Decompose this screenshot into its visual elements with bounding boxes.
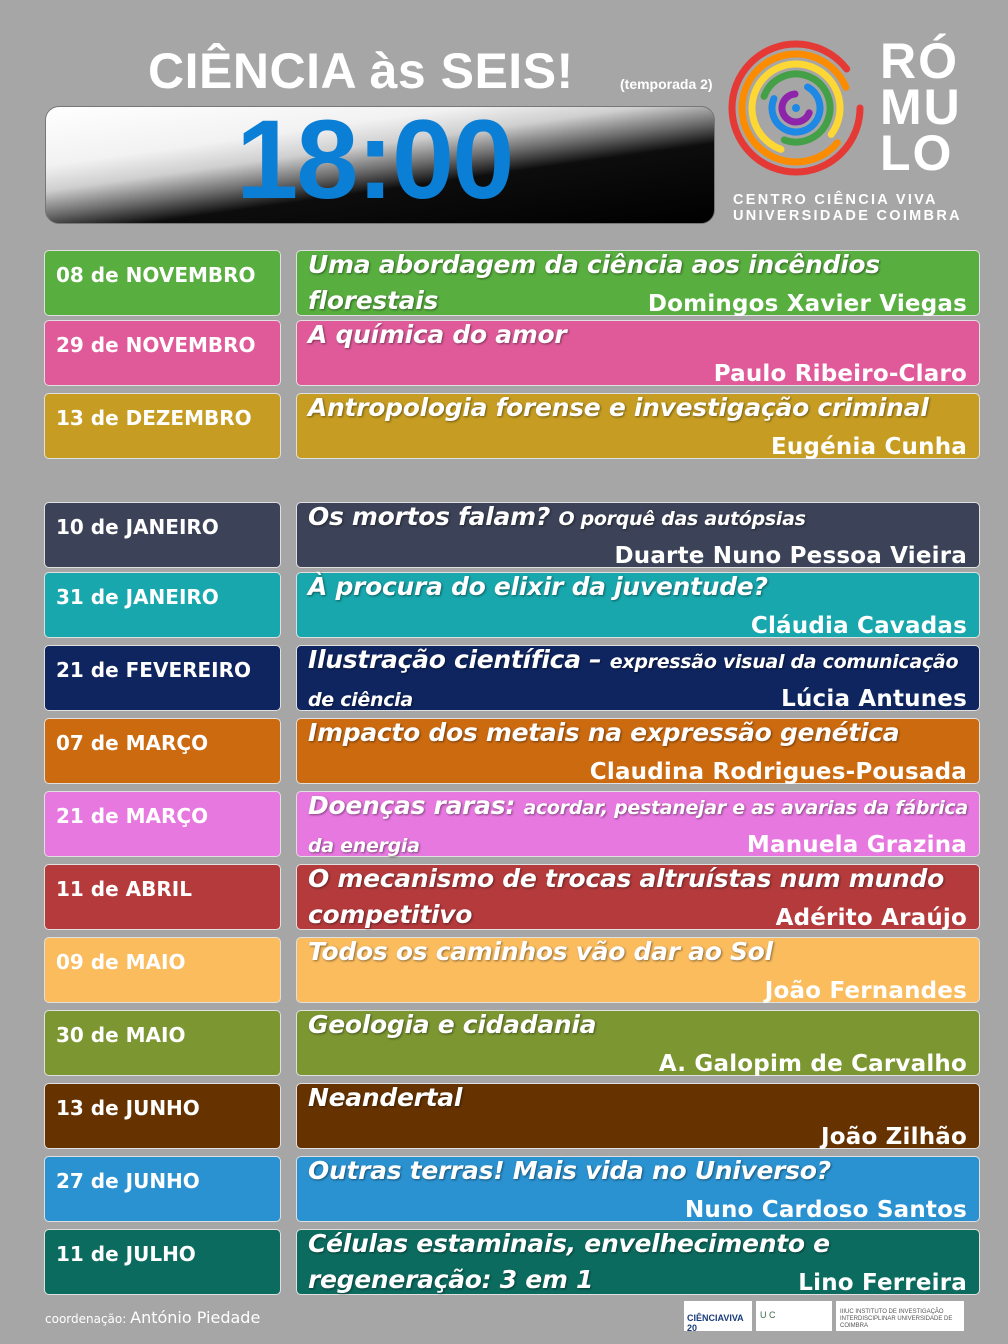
session-date: 29 de NOVEMBRO xyxy=(56,333,256,357)
session-title xyxy=(308,934,972,970)
logo-caption: CENTRO CIÊNCIA VIVA UNIVERSIDADE COIMBRA xyxy=(733,192,962,224)
session-date-box xyxy=(44,937,281,1003)
session-title-main: O mecanismo de trocas altruístas num mundo competitivo xyxy=(308,864,944,929)
session-date-box xyxy=(44,645,281,711)
session-date-box xyxy=(44,718,281,784)
session-speaker: João Zilhão xyxy=(820,1124,967,1150)
session-speaker: Paulo Ribeiro-Claro xyxy=(713,361,967,387)
session-speaker: Domingos Xavier Viegas xyxy=(647,291,967,317)
session-title xyxy=(308,715,972,751)
ciencia-viva-logo: CIÊNCIAVIVA 20 xyxy=(684,1301,752,1331)
session-title xyxy=(308,390,972,426)
session-title xyxy=(308,569,972,605)
session-date-box xyxy=(44,393,281,459)
session-date: 09 de MAIO xyxy=(56,950,186,974)
session-date: 30 de MAIO xyxy=(56,1023,186,1047)
session-date-box xyxy=(44,1229,281,1295)
session-speaker: Duarte Nuno Pessoa Vieira xyxy=(614,543,967,569)
session-talk-box xyxy=(296,645,980,711)
session-date-box xyxy=(44,791,281,857)
session-speaker: Lino Ferreira xyxy=(798,1270,967,1296)
session-date-box xyxy=(44,864,281,930)
session-date: 21 de FEVEREIRO xyxy=(56,658,252,682)
session-speaker: Cláudia Cavadas xyxy=(750,613,967,639)
session-talk-box xyxy=(296,1229,980,1295)
session-title xyxy=(308,317,972,353)
session-title-main: Ilustração científica – xyxy=(308,645,602,674)
season-label: (temporada 2) xyxy=(620,76,713,92)
session-speaker: João Fernandes xyxy=(764,978,967,1004)
session-speaker: Nuno Cardoso Santos xyxy=(684,1197,967,1223)
page-title: CIÊNCIA às SEIS! xyxy=(148,43,574,99)
session-talk-box xyxy=(296,502,980,568)
session-talk-box xyxy=(296,250,980,316)
session-speaker: Manuela Grazina xyxy=(746,832,967,858)
session-title-extra: O porquê das autópsias xyxy=(558,508,806,530)
session-talk-box xyxy=(296,1010,980,1076)
session-title xyxy=(308,1007,972,1043)
session-talk-box xyxy=(296,791,980,857)
session-talk-box xyxy=(296,320,980,386)
session-title xyxy=(308,1080,972,1116)
session-date: 08 de NOVEMBRO xyxy=(56,263,256,287)
session-title-main: Neandertal xyxy=(308,1083,463,1112)
session-date-box xyxy=(44,320,281,386)
session-talk-box xyxy=(296,393,980,459)
session-title xyxy=(308,1153,972,1189)
session-speaker: Eugénia Cunha xyxy=(770,434,967,460)
session-title-extra: acordar, pestanejar e as avarias da fábrica da energia xyxy=(308,797,968,857)
session-date: 27 de JUNHO xyxy=(56,1169,200,1193)
session-date: 11 de JULHO xyxy=(56,1242,196,1266)
session-date: 21 de MARÇO xyxy=(56,804,209,828)
session-date: 11 de ABRIL xyxy=(56,877,192,901)
session-time: 18:00 xyxy=(236,106,513,222)
session-title-main: Células estaminais, envelhecimento e regeneração: 3 em 1 xyxy=(308,1229,830,1294)
session-speaker: A. Galopim de Carvalho xyxy=(658,1051,967,1077)
session-title-main: Geologia e cidadania xyxy=(308,1010,597,1039)
session-title-main: Uma abordagem da ciência aos incêndios florestais xyxy=(308,250,880,315)
session-title-main: Doenças raras: xyxy=(308,791,516,820)
session-date: 10 de JANEIRO xyxy=(56,515,219,539)
session-date: 31 de JANEIRO xyxy=(56,585,219,609)
session-date-box xyxy=(44,1010,281,1076)
session-title-extra: expressão visual da comunicação de ciência xyxy=(308,651,959,711)
session-date-box xyxy=(44,502,281,568)
session-talk-box xyxy=(296,864,980,930)
iiiuc-logo: IIIUC INSTITUTO DE INVESTIGAÇÃO INTERDISCIPLINAR UNIVERSIDADE DE COIMBRA xyxy=(836,1301,964,1331)
session-title-main: Os mortos falam? xyxy=(308,502,551,531)
session-speaker: Claudina Rodrigues-Pousada xyxy=(589,759,967,785)
session-date-box xyxy=(44,1156,281,1222)
session-speaker: Adérito Araújo xyxy=(775,905,967,931)
session-title xyxy=(308,499,972,537)
session-title-main: Antropologia forense e investigação criminal xyxy=(308,393,929,422)
session-title-main: Outras terras! Mais vida no Universo? xyxy=(308,1156,831,1185)
session-date-box xyxy=(44,250,281,316)
session-talk-box xyxy=(296,937,980,1003)
time-banner xyxy=(45,106,715,224)
session-date: 13 de DEZEMBRO xyxy=(56,406,252,430)
session-talk-box xyxy=(296,1156,980,1222)
romulo-maze-logo-icon xyxy=(726,38,866,178)
session-date-box xyxy=(44,572,281,638)
session-date: 07 de MARÇO xyxy=(56,731,209,755)
session-title-main: A química do amor xyxy=(308,320,567,349)
session-talk-box xyxy=(296,1083,980,1149)
session-date-box xyxy=(44,1083,281,1149)
coordination-credit: coordenação: António Piedade xyxy=(45,1308,261,1327)
session-date: 13 de JUNHO xyxy=(56,1096,200,1120)
session-talk-box xyxy=(296,718,980,784)
session-talk-box xyxy=(296,572,980,638)
session-title-main: À procura do elixir da juventude? xyxy=(308,572,768,601)
session-title-main: Todos os caminhos vão dar ao Sol xyxy=(308,937,773,966)
session-title-main: Impacto dos metais na expressão genética xyxy=(308,718,900,747)
session-speaker: Lúcia Antunes xyxy=(781,686,967,712)
romulo-wordmark: RÓ MU LO xyxy=(880,33,962,181)
uc-logo: U C xyxy=(756,1301,832,1331)
